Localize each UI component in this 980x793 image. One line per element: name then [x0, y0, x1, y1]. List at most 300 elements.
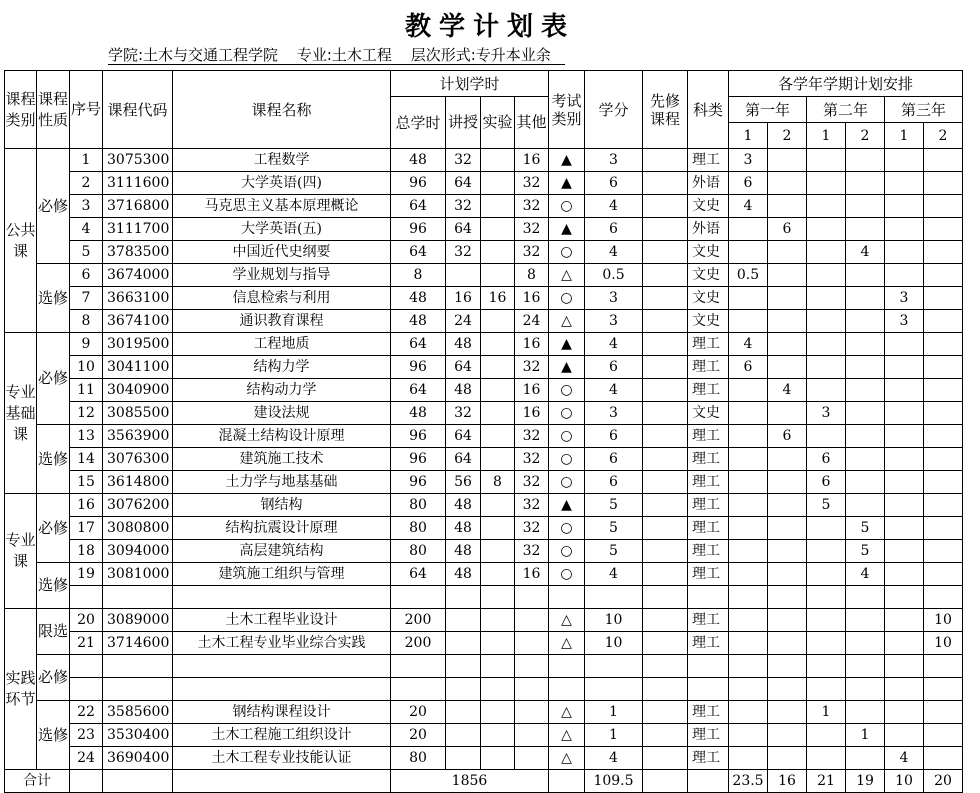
- cell-seq: 15: [70, 471, 103, 494]
- cell-credit: 3: [585, 402, 643, 425]
- cell-semester: [885, 333, 924, 356]
- cell-subject: [688, 678, 729, 701]
- cell-seq: 17: [70, 517, 103, 540]
- cell-semester: [846, 287, 885, 310]
- cell-other: 32: [515, 494, 549, 517]
- cell-code: 3041100: [103, 356, 173, 379]
- cell-code: 3080800: [103, 517, 173, 540]
- cell-name: 结构抗震设计原理: [173, 517, 391, 540]
- totals-y1-s1: 23.5: [729, 770, 768, 793]
- cell-subject: 外语: [688, 172, 729, 195]
- cell-seq: 20: [70, 609, 103, 632]
- cell-credit: 5: [585, 540, 643, 563]
- category-practice: 实践环节: [5, 609, 37, 770]
- cell-subject: 理工: [688, 540, 729, 563]
- cell-code: [103, 678, 173, 701]
- cell-lab: [481, 678, 515, 701]
- cell-prereq: [643, 356, 688, 379]
- cell-subject: 理工: [688, 149, 729, 172]
- table-row: [5, 379, 963, 402]
- cell-code: 3111600: [103, 172, 173, 195]
- page-title: 教学计划表: [404, 12, 575, 42]
- cell-credit: [585, 678, 643, 701]
- cell-semester: [846, 655, 885, 678]
- cell-subject: 理工: [688, 517, 729, 540]
- cell-semester: [924, 333, 963, 356]
- cell-seq: 2: [70, 172, 103, 195]
- cell-lab: [481, 747, 515, 770]
- cell-exam: ○: [549, 379, 585, 402]
- cell-prereq: [643, 241, 688, 264]
- cell-lab: [481, 448, 515, 471]
- cell-lecture: 48: [446, 333, 481, 356]
- cell-exam: ▲: [549, 172, 585, 195]
- cell-exam: △: [549, 747, 585, 770]
- cell-name: 大学英语(五): [173, 218, 391, 241]
- totals-hours: 1856: [391, 770, 549, 793]
- cell-lab: [481, 632, 515, 655]
- cell-lecture: 48: [446, 494, 481, 517]
- cell-other: 32: [515, 218, 549, 241]
- cell-semester: [846, 195, 885, 218]
- cell-semester: [924, 747, 963, 770]
- cell-exam: ○: [549, 425, 585, 448]
- cell-name: 结构动力学: [173, 379, 391, 402]
- cell-lecture: 64: [446, 172, 481, 195]
- cell-semester: [885, 586, 924, 609]
- totals-credit: 109.5: [585, 770, 643, 793]
- table-row: [5, 586, 963, 609]
- cell-lecture: [446, 701, 481, 724]
- cell-lecture: 48: [446, 540, 481, 563]
- cell-semester: 6: [729, 356, 768, 379]
- category-foundation: 专业基础课: [5, 333, 37, 494]
- cell-credit: 6: [585, 425, 643, 448]
- cell-semester: [729, 241, 768, 264]
- nature-elective: 选修: [37, 701, 70, 770]
- cell-total: [391, 586, 446, 609]
- cell-semester: [768, 241, 807, 264]
- category-professional: 专业课: [5, 494, 37, 609]
- cell-semester: [885, 632, 924, 655]
- cell-semester: [729, 379, 768, 402]
- cell-code: 3674000: [103, 264, 173, 287]
- cell-prereq: [643, 724, 688, 747]
- cell-name: 土木工程施工组织设计: [173, 724, 391, 747]
- cell-code: 3085500: [103, 402, 173, 425]
- cell-semester: [885, 517, 924, 540]
- cell-credit: 10: [585, 632, 643, 655]
- cell-lecture: 48: [446, 517, 481, 540]
- header-year1: 第一年: [729, 97, 807, 123]
- header-category: 课程类别: [5, 71, 37, 149]
- cell-lab: [481, 264, 515, 287]
- cell-semester: [885, 494, 924, 517]
- cell-seq: 7: [70, 287, 103, 310]
- cell-seq: [70, 655, 103, 678]
- cell-semester: [729, 678, 768, 701]
- cell-name: 马克思主义基本原理概论: [173, 195, 391, 218]
- cell-name: 高层建筑结构: [173, 540, 391, 563]
- cell-semester: [924, 149, 963, 172]
- cell-semester: [768, 149, 807, 172]
- cell-lab: [481, 563, 515, 586]
- cell-other: [515, 678, 549, 701]
- cell-code: 3076300: [103, 448, 173, 471]
- cell-credit: 5: [585, 494, 643, 517]
- cell-other: 32: [515, 241, 549, 264]
- cell-total: 48: [391, 287, 446, 310]
- cell-code: 3075300: [103, 149, 173, 172]
- cell-prereq: [643, 747, 688, 770]
- nature-elective: 选修: [37, 264, 70, 333]
- cell-other: 16: [515, 149, 549, 172]
- cell-total: 96: [391, 448, 446, 471]
- cell-semester: [807, 241, 846, 264]
- cell-semester: [768, 540, 807, 563]
- cell-semester: [807, 517, 846, 540]
- cell-exam: △: [549, 632, 585, 655]
- cell-semester: 4: [846, 563, 885, 586]
- cell-exam: ○: [549, 287, 585, 310]
- cell-semester: [768, 356, 807, 379]
- cell-semester: [924, 471, 963, 494]
- cell-other: 8: [515, 264, 549, 287]
- cell-lab: [481, 195, 515, 218]
- cell-semester: [768, 747, 807, 770]
- header-name: 课程名称: [173, 71, 391, 149]
- cell-code: 3690400: [103, 747, 173, 770]
- cell-semester: [846, 310, 885, 333]
- cell-semester: [729, 563, 768, 586]
- cell-total: 64: [391, 241, 446, 264]
- table-row: [5, 540, 963, 563]
- cell-other: 32: [515, 517, 549, 540]
- cell-semester: [729, 586, 768, 609]
- table-row: [5, 701, 963, 724]
- cell-semester: [885, 218, 924, 241]
- cell-other: [515, 724, 549, 747]
- cell-credit: 4: [585, 195, 643, 218]
- cell-semester: [768, 586, 807, 609]
- cell-semester: [885, 172, 924, 195]
- cell-exam: ▲: [549, 149, 585, 172]
- cell-semester: [729, 609, 768, 632]
- cell-subject: [688, 655, 729, 678]
- header-seq: 序号: [70, 71, 103, 149]
- cell-semester: [924, 310, 963, 333]
- cell-code: 3019500: [103, 333, 173, 356]
- cell-prereq: [643, 310, 688, 333]
- cell-semester: 10: [924, 609, 963, 632]
- cell-semester: [846, 333, 885, 356]
- cell-exam: ▲: [549, 333, 585, 356]
- cell-semester: [729, 655, 768, 678]
- cell-total: 64: [391, 333, 446, 356]
- cell-lab: [481, 425, 515, 448]
- totals-row: [5, 770, 963, 793]
- cell-lecture: 32: [446, 402, 481, 425]
- cell-semester: [846, 609, 885, 632]
- cell-lab: [481, 701, 515, 724]
- cell-subject: 理工: [688, 563, 729, 586]
- cell-semester: [885, 264, 924, 287]
- cell-semester: [846, 425, 885, 448]
- cell-semester: [885, 540, 924, 563]
- cell-lab: [481, 494, 515, 517]
- totals-y3-s1: 10: [885, 770, 924, 793]
- cell-lab: [481, 356, 515, 379]
- table-row: [5, 195, 963, 218]
- cell-semester: 5: [807, 494, 846, 517]
- cell-semester: [846, 701, 885, 724]
- cell-lecture: 48: [446, 563, 481, 586]
- header-y3-s2: 2: [924, 123, 963, 149]
- cell-semester: [846, 379, 885, 402]
- cell-semester: [807, 655, 846, 678]
- cell-credit: [585, 655, 643, 678]
- cell-total: 80: [391, 517, 446, 540]
- cell-exam: ▲: [549, 356, 585, 379]
- cell-semester: [846, 149, 885, 172]
- cell-prereq: [643, 379, 688, 402]
- cell-lecture: 32: [446, 241, 481, 264]
- cell-lab: [481, 517, 515, 540]
- cell-lecture: 32: [446, 195, 481, 218]
- cell-name: [173, 655, 391, 678]
- cell-code: 3585600: [103, 701, 173, 724]
- cell-total: 64: [391, 195, 446, 218]
- cell-semester: 4: [885, 747, 924, 770]
- cell-subject: 理工: [688, 425, 729, 448]
- cell-semester: [885, 609, 924, 632]
- cell-prereq: [643, 632, 688, 655]
- cell-semester: [768, 563, 807, 586]
- cell-lecture: 56: [446, 471, 481, 494]
- cell-semester: [729, 701, 768, 724]
- header-other: 其他: [515, 97, 549, 149]
- cell-seq: 12: [70, 402, 103, 425]
- cell-lecture: 64: [446, 448, 481, 471]
- cell-other: [515, 586, 549, 609]
- cell-lab: [481, 655, 515, 678]
- cell-semester: 6: [807, 448, 846, 471]
- cell-semester: [924, 172, 963, 195]
- cell-semester: [924, 379, 963, 402]
- table-row: [5, 494, 963, 517]
- cell-other: 16: [515, 563, 549, 586]
- cell-total: [391, 678, 446, 701]
- cell-total: 48: [391, 310, 446, 333]
- cell-total: 20: [391, 701, 446, 724]
- cell-lecture: [446, 586, 481, 609]
- cell-semester: [924, 195, 963, 218]
- cell-subject: [688, 586, 729, 609]
- cell-seq: 10: [70, 356, 103, 379]
- cell-semester: [846, 747, 885, 770]
- cell-other: [515, 609, 549, 632]
- cell-semester: [924, 540, 963, 563]
- cell-semester: [924, 448, 963, 471]
- cell-seq: [70, 678, 103, 701]
- major-label: 专业:土木工程: [296, 46, 392, 64]
- cell-semester: [885, 379, 924, 402]
- cell-seq: 5: [70, 241, 103, 264]
- table-row: [5, 287, 963, 310]
- cell-semester: [924, 724, 963, 747]
- header-lecture: 讲授: [446, 97, 481, 149]
- cell-code: 3716800: [103, 195, 173, 218]
- cell-credit: 4: [585, 333, 643, 356]
- cell-semester: [924, 563, 963, 586]
- cell-credit: 1: [585, 724, 643, 747]
- cell-seq: 13: [70, 425, 103, 448]
- cell-semester: [924, 517, 963, 540]
- cell-semester: 6: [729, 172, 768, 195]
- cell-semester: [846, 218, 885, 241]
- cell-semester: [924, 586, 963, 609]
- cell-seq: 3: [70, 195, 103, 218]
- cell-name: 土木工程毕业设计: [173, 609, 391, 632]
- cell-semester: [768, 609, 807, 632]
- totals-y2-s2: 19: [846, 770, 885, 793]
- cell-code: 3111700: [103, 218, 173, 241]
- cell-subject: 理工: [688, 379, 729, 402]
- nature-required: 必修: [37, 149, 70, 264]
- cell-semester: [729, 540, 768, 563]
- cell-semester: [807, 333, 846, 356]
- header-y1-s1: 1: [729, 123, 768, 149]
- cell-code: 3614800: [103, 471, 173, 494]
- cell-semester: [885, 678, 924, 701]
- header-plan-hours: 计划学时: [391, 71, 549, 97]
- header-y2-s2: 2: [846, 123, 885, 149]
- totals-y1-s2: 16: [768, 770, 807, 793]
- cell-total: 80: [391, 494, 446, 517]
- cell-name: 建筑施工技术: [173, 448, 391, 471]
- cell-semester: [768, 172, 807, 195]
- cell-credit: 4: [585, 747, 643, 770]
- cell-semester: [846, 586, 885, 609]
- totals-label: 合计: [5, 770, 70, 793]
- cell-semester: [729, 425, 768, 448]
- cell-semester: [729, 402, 768, 425]
- cell-name: [173, 586, 391, 609]
- cell-semester: [846, 632, 885, 655]
- cell-lab: [481, 333, 515, 356]
- cell-other: 32: [515, 425, 549, 448]
- cell-code: 3783500: [103, 241, 173, 264]
- cell-other: [515, 655, 549, 678]
- cell-prereq: [643, 333, 688, 356]
- cell-semester: [768, 471, 807, 494]
- cell-semester: [768, 655, 807, 678]
- cell-semester: 3: [885, 310, 924, 333]
- cell-prereq: [643, 563, 688, 586]
- cell-credit: 3: [585, 310, 643, 333]
- cell-semester: [924, 494, 963, 517]
- header-schedule: 各学年学期计划安排: [729, 71, 963, 97]
- cell-code: 3563900: [103, 425, 173, 448]
- cell-seq: 6: [70, 264, 103, 287]
- cell-semester: [807, 747, 846, 770]
- cell-semester: [807, 287, 846, 310]
- college-label: 学院:土木与交通工程学院: [108, 46, 279, 64]
- header-total: 总学时: [391, 97, 446, 149]
- cell-lecture: 64: [446, 218, 481, 241]
- cell-subject: 理工: [688, 356, 729, 379]
- cell-subject: 理工: [688, 471, 729, 494]
- cell-other: [515, 747, 549, 770]
- cell-other: 32: [515, 356, 549, 379]
- cell-total: 200: [391, 632, 446, 655]
- header-credit: 学分: [585, 71, 643, 149]
- cell-prereq: [643, 494, 688, 517]
- cell-prereq: [643, 425, 688, 448]
- cell-prereq: [643, 609, 688, 632]
- cell-semester: [768, 264, 807, 287]
- cell-prereq: [643, 448, 688, 471]
- category-public: 公共课: [5, 149, 37, 333]
- cell-semester: [807, 379, 846, 402]
- cell-seq: 23: [70, 724, 103, 747]
- table-row: [5, 218, 963, 241]
- cell-total: 20: [391, 724, 446, 747]
- table-row: [5, 724, 963, 747]
- cell-code: 3089000: [103, 609, 173, 632]
- cell-semester: [924, 655, 963, 678]
- cell-semester: [768, 724, 807, 747]
- totals-y2-s1: 21: [807, 770, 846, 793]
- nature-elective: 选修: [37, 425, 70, 494]
- cell-lecture: 48: [446, 379, 481, 402]
- cell-semester: [885, 195, 924, 218]
- cell-name: [173, 678, 391, 701]
- cell-lecture: [446, 632, 481, 655]
- cell-lecture: [446, 678, 481, 701]
- cell-exam: △: [549, 701, 585, 724]
- cell-code: 3674100: [103, 310, 173, 333]
- cell-semester: [729, 494, 768, 517]
- cell-exam: [549, 655, 585, 678]
- cell-total: 96: [391, 172, 446, 195]
- cell-semester: [768, 195, 807, 218]
- cell-other: 16: [515, 333, 549, 356]
- cell-lecture: [446, 747, 481, 770]
- cell-semester: [846, 678, 885, 701]
- cell-total: 80: [391, 747, 446, 770]
- nature-required: 必修: [37, 655, 70, 701]
- cell-lab: [481, 586, 515, 609]
- header-subject: 科类: [688, 71, 729, 149]
- cell-semester: [729, 218, 768, 241]
- cell-prereq: [643, 287, 688, 310]
- cell-semester: [807, 356, 846, 379]
- cell-credit: [585, 586, 643, 609]
- cell-semester: [885, 448, 924, 471]
- cell-prereq: [643, 586, 688, 609]
- cell-semester: [807, 563, 846, 586]
- cell-semester: [768, 678, 807, 701]
- cell-lecture: [446, 724, 481, 747]
- cell-subject: 文史: [688, 241, 729, 264]
- cell-total: 96: [391, 218, 446, 241]
- cell-seq: 9: [70, 333, 103, 356]
- cell-semester: [807, 310, 846, 333]
- cell-name: 中国近代史纲要: [173, 241, 391, 264]
- cell-semester: [729, 471, 768, 494]
- cell-name: 混凝土结构设计原理: [173, 425, 391, 448]
